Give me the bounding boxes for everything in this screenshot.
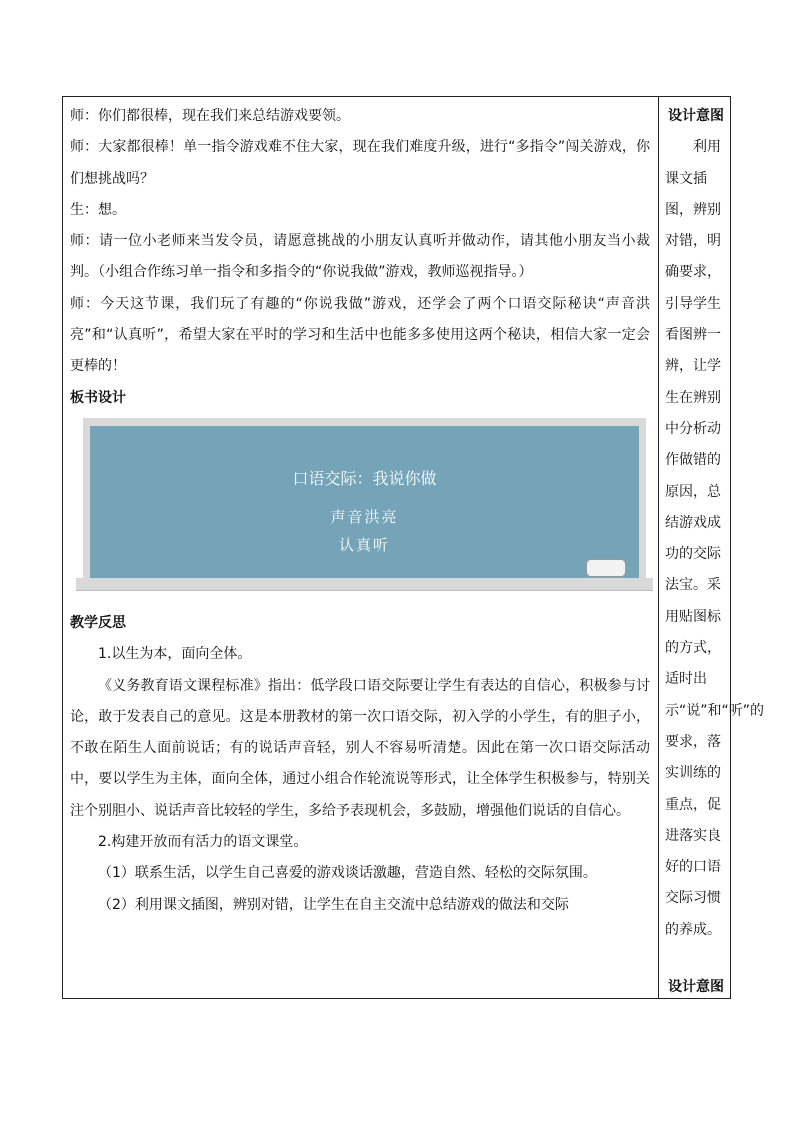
- design-intent-heading: 设计意图: [668, 108, 724, 124]
- dialogue-line: 师：你们都很棒，现在我们来总结游戏要领。: [70, 108, 350, 124]
- reflection-point: 1.以生为本，面向全体。: [98, 646, 252, 663]
- board-line: 认真听: [338, 535, 390, 554]
- design-intent-heading-bottom: 设计意图: [668, 979, 724, 995]
- reflection-paragraph: （1）联系生活，以学生自己喜爱的游戏谈话激趣，营造自然、轻松的交际氛围。: [98, 865, 597, 882]
- eraser-icon: [586, 559, 626, 577]
- dialogue-line: 师：今天这节课，我们玩了有趣的“你说我做”游戏，还学会了两个口语交际秘诀“声音洪亮”和“认真听”，希望大家在平时的学习和生活中也能多多使用这两个秘诀，相信大家一定会更棒的！: [70, 295, 650, 375]
- board-design-heading: 板书设计: [70, 389, 126, 406]
- board-line: 声音洪亮: [330, 507, 399, 526]
- reflection-point: 2.构建开放而有活力的语文课堂。: [98, 834, 308, 851]
- dialogue-line: 师：大家都很棒！单一指令游戏难不住大家，现在我们难度升级，进行“多指令”闯关游戏，你们想挑战吗？: [70, 139, 650, 187]
- lesson-table: [62, 96, 765, 999]
- column-divider: [658, 97, 659, 998]
- design-intent-column: [665, 101, 765, 995]
- reflection-paragraph: （2）利用课文插图，辨别对错，让学生在自主交流中总结游戏的做法和交际: [98, 896, 569, 913]
- board-title: 口语交际：我说你做: [292, 468, 437, 488]
- blackboard-illustration: [73, 418, 653, 602]
- chalk-ledge: [76, 578, 653, 591]
- design-intent-text: 利用课文插图，辨别对错，明确要求，引导学生看图辨一辨，让学生在辨别中分析动作做错的原因，总结游戏成功的交际法宝。采用贴图标的方式，适时出示“说”和“听”的要求，落实训练的重点，促进落实良好的口语交际习惯的养成。: [665, 139, 765, 938]
- blackboard: [90, 426, 639, 578]
- reflection-heading: 教学反思: [70, 614, 126, 631]
- main-column: [70, 101, 650, 921]
- reflection-paragraph: 《义务教育语文课程标准》指出：低学段口语交际要让学生有表达的自信心，积极参与讨论，敢于发表自己的意见。这是本册教材的第一次口语交际，初入学的小学生，有的胆子小，不敢在陌生人面前说话；有的说话声音轻，别人不容易听清楚。因此在第一次口语交际活动中，要以学生为主体，面向全体，通过小组合作轮流说等形式，让全体学生积极参与，特别关注个别胆小、说话声音比较轻的学生，多给予表现机会，多鼓励，增强他们说话的自信心。: [70, 677, 650, 819]
- dialogue-line: 师：请一位小老师来当发令员，请愿意挑战的小朋友认真听并做动作，请其他小朋友当小裁判。（小组合作练习单一指令和多指令的“你说我做”游戏，教师巡视指导。）: [70, 233, 650, 281]
- dialogue-line: 生：想。: [70, 201, 126, 218]
